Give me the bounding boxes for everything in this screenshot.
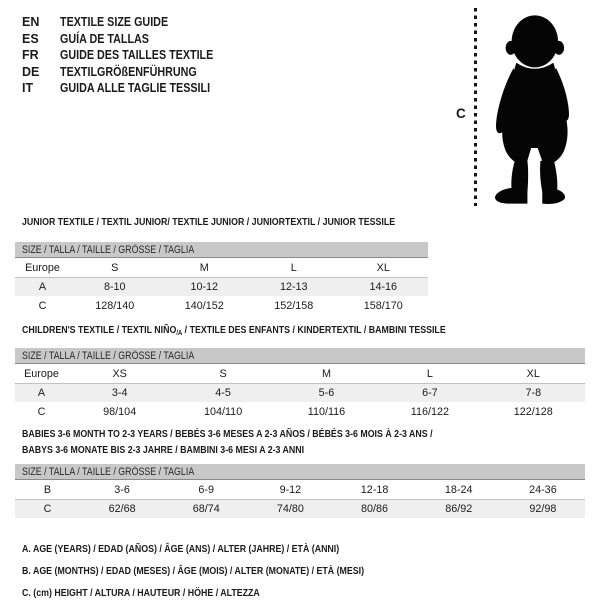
size-cell: 12-13 — [249, 278, 339, 297]
size-cell: 12-18 — [332, 480, 416, 500]
table-row — [15, 500, 585, 519]
size-cell: 24-36 — [501, 480, 585, 500]
size-cell: 7-8 — [482, 384, 585, 403]
babies-title-line1: BABIES 3-6 MONTH TO 2-3 YEARS / BEBÉS 3-6 MESES A 2-3 AÑOS / BÉBÉS 3-6 MOIS À 2-3 ANS / — [22, 428, 433, 440]
size-header-bar — [15, 242, 428, 258]
size-cell: 14-16 — [339, 278, 429, 297]
row-label: C — [15, 500, 80, 519]
size-cell: 104/110 — [203, 405, 243, 418]
size-cell: 110/116 — [307, 405, 346, 418]
size-cell: 62/68 — [80, 500, 164, 519]
size-cell: 152/158 — [274, 299, 314, 312]
size-cell: 158/170 — [363, 299, 403, 312]
size-cell: 68/74 — [164, 500, 248, 519]
size-cell: 92/98 — [501, 500, 585, 519]
legend — [22, 538, 429, 600]
size-cell: 6-7 — [378, 384, 481, 403]
babies-section-title — [22, 426, 433, 458]
toddler-silhouette-icon — [482, 7, 584, 213]
height-dashed-line — [474, 8, 477, 206]
children-title-pre: CHILDREN'S TEXTILE / TEXTIL NIÑO — [22, 324, 177, 336]
size-header-bar — [15, 464, 585, 480]
size-cell: L — [378, 364, 481, 384]
language-label: GUIDA ALLE TAGLIE TESSILI — [60, 81, 211, 95]
children-title-sub: /A — [176, 330, 183, 337]
language-list — [22, 14, 238, 97]
size-cell: M — [160, 258, 250, 278]
language-label: GUIDE DES TAILLES TEXTILE — [60, 48, 214, 62]
size-cell: M — [275, 364, 378, 384]
size-cell: XS — [68, 364, 171, 384]
size-cell: 8-10 — [70, 278, 160, 297]
row-label: Europe — [15, 364, 68, 384]
language-label: GUÍA DE TALLAS — [60, 31, 149, 46]
language-label: TEXTILE SIZE GUIDE — [60, 15, 169, 29]
row-label: B — [15, 480, 80, 500]
size-cell: XL — [482, 364, 585, 384]
children-section-title — [22, 322, 446, 342]
size-cell: 80/86 — [332, 500, 416, 519]
size-cell: 9-12 — [248, 480, 332, 500]
size-cell: 122/128 — [513, 405, 553, 418]
table-row — [15, 480, 585, 500]
size-header-label: SIZE / TALLA / TAILLE / GRÖSSE / TAGLIA — [22, 349, 195, 362]
size-cell: 4-5 — [171, 384, 274, 403]
size-header-bar — [15, 348, 585, 364]
size-cell: 128/140 — [95, 299, 135, 312]
babies-title-line2: BABYS 3-6 MONATE BIS 2-3 JAHRE / BAMBINI 3-6 MESI A 2-3 ANNI — [22, 444, 305, 456]
children-title-post: / TEXTILE DES ENFANTS / KINDERTEXTIL / BAMBINI TESSILE — [182, 324, 446, 336]
language-label: TEXTILGRÖßENFÜHRUNG — [60, 64, 197, 79]
row-label: A — [15, 384, 68, 403]
language-row — [22, 80, 238, 97]
table-row — [15, 258, 428, 278]
babies-size-table — [15, 464, 585, 518]
language-row — [22, 64, 238, 81]
size-cell: 86/92 — [417, 500, 501, 519]
language-row — [22, 31, 238, 48]
legend-line-c: C. (cm) HEIGHT / ALTURA / HAUTEUR / HÖHE / ALTEZZA — [22, 587, 260, 599]
size-cell: 10-12 — [160, 278, 250, 297]
junior-size-table — [15, 242, 428, 315]
size-cell: S — [171, 364, 274, 384]
table-row — [15, 296, 428, 315]
size-cell: L — [249, 258, 339, 278]
table-row — [15, 384, 585, 403]
size-cell: 3-6 — [80, 480, 164, 500]
legend-line-b: B. AGE (MONTHS) / EDAD (MESES) / ÂGE (MOIS) / ALTER (MONATE) / ETÀ (MESI) — [22, 565, 365, 577]
size-cell: 6-9 — [164, 480, 248, 500]
size-cell: XL — [339, 258, 429, 278]
row-label: C — [38, 299, 47, 312]
size-cell: 18-24 — [417, 480, 501, 500]
size-header-label: SIZE / TALLA / TAILLE / GRÖSSE / TAGLIA — [22, 465, 195, 478]
table-row — [15, 278, 428, 297]
table-row — [15, 402, 585, 421]
size-cell: 116/122 — [410, 405, 449, 418]
size-cell: 140/152 — [184, 299, 224, 312]
size-cell: 98/104 — [103, 405, 137, 418]
size-cell: 3-4 — [68, 384, 171, 403]
junior-section-title: JUNIOR TEXTILE / TEXTIL JUNIOR/ TEXTILE JUNIOR / JUNIORTEXTIL / JUNIOR TESSILE — [22, 216, 396, 228]
height-label-c: C — [456, 106, 466, 121]
language-code: FR — [22, 48, 39, 62]
row-label: Europe — [15, 258, 70, 278]
language-row — [22, 47, 238, 64]
language-row — [22, 14, 238, 31]
language-code: ES — [22, 31, 39, 46]
row-label: A — [15, 278, 70, 297]
size-cell: 5-6 — [275, 384, 378, 403]
size-cell: S — [70, 258, 160, 278]
table-row — [15, 364, 585, 384]
size-header-label: SIZE / TALLA / TAILLE / GRÖSSE / TAGLIA — [22, 243, 195, 256]
language-code: IT — [22, 81, 34, 95]
legend-line-a: A. AGE (YEARS) / EDAD (AÑOS) / ÂGE (ANS) / ALTER (JAHRE) / ETÀ (ANNI) — [22, 543, 340, 555]
children-size-table — [15, 348, 585, 421]
row-label: C — [37, 405, 46, 418]
language-code: DE — [22, 64, 40, 79]
language-code: EN — [22, 15, 40, 29]
size-cell: 74/80 — [248, 500, 332, 519]
